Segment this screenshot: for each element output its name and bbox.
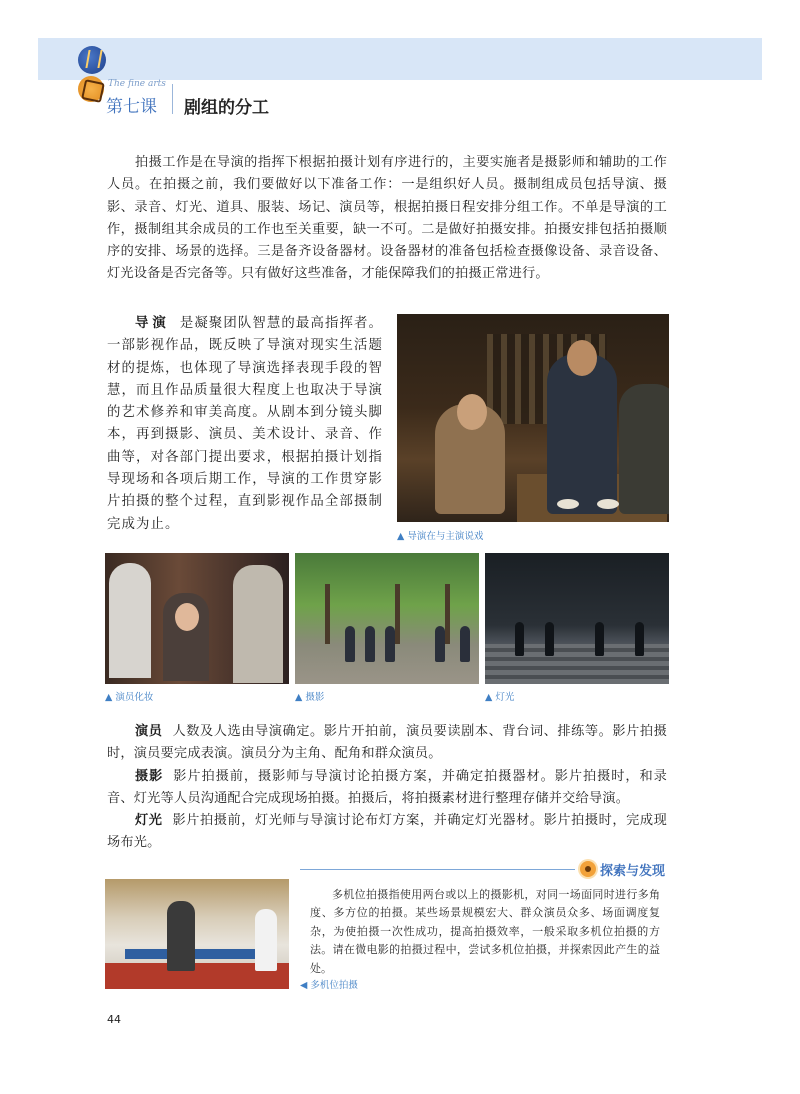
bowl	[597, 499, 619, 509]
standing-director	[547, 354, 617, 514]
camera-photo	[295, 553, 479, 684]
caption-multicam: ◀ 多机位拍摄	[300, 980, 358, 991]
role-description: 影片拍摄前，摄影师与导演讨论拍摄方案，并确定拍摄器材。影片拍摄时，和录音、灯光等人员沟通配合完成现场拍摄。拍摄后，将拍摄素材进行整理存储并交给导演。	[107, 768, 668, 806]
fine-arts-logo-icon	[78, 46, 106, 74]
header-band	[38, 38, 762, 80]
director-term: 导演	[135, 316, 170, 331]
role-camera	[107, 766, 667, 811]
ping-pong-table	[125, 949, 275, 959]
roles-section	[107, 721, 667, 855]
player	[255, 909, 277, 971]
crew-member	[385, 626, 395, 662]
assistant	[233, 565, 283, 683]
role-lighting	[107, 810, 667, 855]
caption-lighting: ▲ 灯光	[485, 692, 515, 703]
role-description: 人数及人选由导演确定。影片开拍前，演员要读剧本、背台词、排练等。影片拍摄时，演员要完成表演。演员分为主角、配角和群众演员。	[107, 724, 667, 762]
crew-member	[545, 622, 554, 656]
caption-makeup: ▲ 演员化妆	[105, 692, 154, 703]
lighting-photo	[485, 553, 669, 684]
caption-director: ▲ 导演在与主演说戏	[397, 531, 484, 542]
explore-icon	[580, 861, 596, 877]
crew-member	[345, 626, 355, 662]
role-term: 灯光	[135, 813, 163, 829]
bowl	[557, 499, 579, 509]
camera-operator	[167, 901, 195, 971]
actress	[109, 563, 151, 678]
role-term: 摄影	[135, 768, 164, 784]
makeup-artist	[163, 593, 209, 681]
director-paragraph	[107, 313, 383, 536]
tree	[325, 584, 330, 644]
director-description: 是凝聚团队智慧的最高指挥者。一部影视作品，既反映了导演对现实生活题材的提炼，也体现了导演选择表现手段的智慧，而且作品质量很大程度上也取决于导演的艺术修养和审美高度。从剧本到分镜头脚本，再到摄影、演员、美术设计、录音、作曲等，对各部门提出要求，根据拍摄计划指导现场和各项后期工作，导演的工作贯穿影片拍摄的整个过程，直到影视作品全部摄制完成为止。	[107, 316, 383, 532]
crew-member	[365, 626, 375, 662]
role-term: 演员	[135, 724, 163, 739]
director-photo	[397, 314, 669, 522]
tree	[395, 584, 400, 644]
role-actor	[107, 721, 667, 766]
makeup-photo	[105, 553, 289, 684]
crew-member	[460, 626, 470, 662]
crew-member	[635, 622, 644, 656]
series-label: The fine arts	[108, 79, 166, 89]
crew-member	[595, 622, 604, 656]
crew-member	[619, 384, 669, 514]
explore-paragraph: 多机位拍摄指使用两台或以上的摄影机，对同一场面同时进行多角度、多方位的拍摄。某些场景规模宏大、群众演员众多、场面调度复杂，为使拍摄一次性成功，提高拍摄效率，一般采取多机位拍摄的方法。请在微电影的拍摄过程中，尝试多机位拍摄，并探索因此产生的益处。	[310, 888, 660, 975]
crew-member	[435, 626, 445, 662]
intro-paragraph: 拍摄工作是在导演的指挥下根据拍摄计划有序进行的，主要实施者是摄影师和辅助的工作人员。在拍摄之前，我们要做好以下准备工作：一是组织好人员。摄制组成员包括导演、摄影、录音、灯光、道具、服装、场记、演员等，根据拍摄日程安排分组工作。不单是导演的工作，摄制组其余成员的工作也至关重要，缺一不可。二是做好拍摄安排。拍摄安排包括拍摄顺序的安排、场景的选择。三是备齐设备器材。设备器材的准备包括检查摄像设备、录音设备、灯光设备是否完备等。只有做好这些准备，才能保障我们的拍摄正常进行。	[107, 155, 667, 282]
page-title: 剧组的分工	[184, 98, 269, 118]
seal-icon	[78, 76, 104, 102]
role-description: 影片拍摄前，灯光师与导演讨论布灯方案，并确定灯光器材。影片拍摄时，完成现场布光。	[107, 813, 667, 851]
explore-divider	[300, 869, 575, 870]
lesson-number: 第七课	[106, 97, 157, 117]
page-number: 44	[107, 1013, 121, 1026]
crew-member	[515, 622, 524, 656]
title-divider	[172, 84, 173, 114]
multicam-photo	[105, 879, 289, 989]
seated-actor	[435, 404, 505, 514]
explore-title: 探索与发现	[600, 864, 666, 879]
tree	[445, 584, 450, 644]
caption-camera: ▲ 摄影	[295, 692, 325, 703]
